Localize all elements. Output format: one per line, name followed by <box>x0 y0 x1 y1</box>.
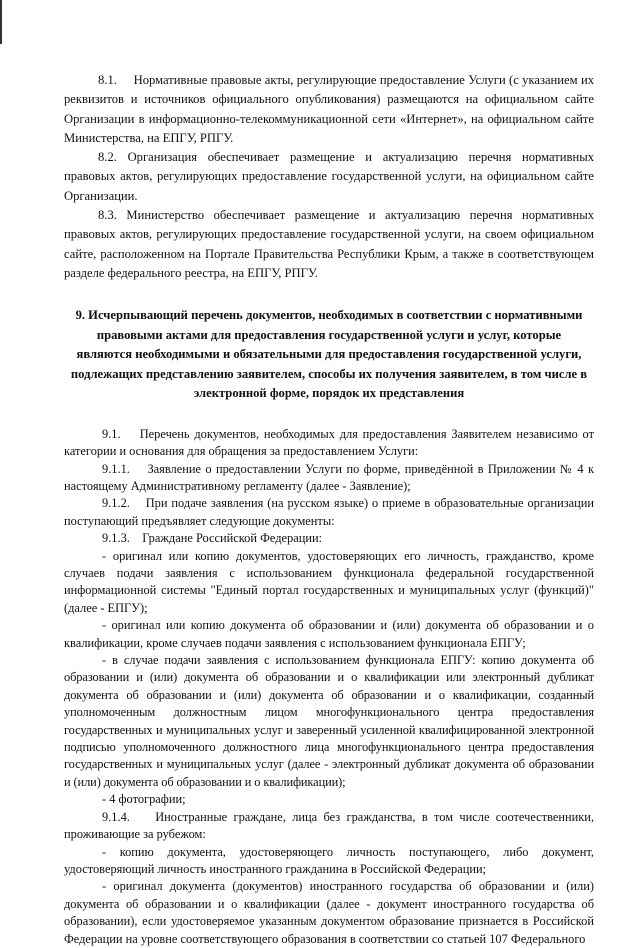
paragraph-9-1-3: 9.1.3. Граждане Российской Федерации: <box>102 531 323 546</box>
list-item-foreign-identity: - копию документа, удостоверяющего личность поступающего, либо документ, удостоверяющий личность иностранного гражданина в Российской Федерации; <box>64 844 594 876</box>
list-item-photos: - 4 фотографии; <box>102 792 186 807</box>
scan-edge-mark <box>0 0 2 44</box>
paragraph-9-1-1: 9.1.1. Заявление о предоставлении Услуги по форме, приведённой в Приложении № 4 к настоящему Административному регламенту (далее - Заявление); <box>64 461 594 493</box>
section-9-heading: 9. Исчерпывающий перечень документов, необходимых в соответствии с нормативными правовыми актами для предоставления государственной услуги и услуг, которые являются необходимыми и обязательными для предоставления государственной услуги, подлежащих представлению заявителем, способы их получения заявителем, в том числе в электронной форме, порядок их представления <box>70 308 588 401</box>
paragraph-9-1-4: 9.1.4. Иностранные граждане, лица без гражданства, в том числе соотечественники, проживающие за рубежом: <box>64 809 594 842</box>
list-item-identity-docs: - оригинал или копию документов, удостоверяющих его личность, гражданство, кроме случаев подачи заявления с использованием функционала федеральной государственной информационной системы "Единый портал государственных и муниципальных услуг (функций)" (далее - ЕПГУ); <box>64 548 594 615</box>
list-item-education-docs: - оригинал или копию документа об образовании и (или) документа об образовании и о квалификации, кроме случаев подачи заявления с использованием функционала ЕПГУ; <box>64 618 594 650</box>
paragraph-8-2: 8.2. Организация обеспечивает размещение и актуализацию перечня нормативных правовых актов, регулирующих предоставление государственной услуги, на официальном сайте Организации. <box>64 150 594 203</box>
document-page <box>64 71 594 948</box>
section-9 <box>64 426 594 948</box>
section-8 <box>64 71 594 283</box>
paragraph-8-1: 8.1. Нормативные правовые акты, регулирующие предоставление Услуги (с указанием их реквизитов и источников официального опубликования) размещаются на официальном сайте Организации в информационно-телекоммуникационной сети «Интернет», на официальном сайте Министерства, на ЕПГУ, РПГУ. <box>64 73 594 145</box>
paragraph-9-1-2: 9.1.2. При подаче заявления (на русском языке) о приеме в образовательные организации поступающий предъявляет следующие документы: <box>64 496 594 528</box>
paragraph-9-1: 9.1. Перечень документов, необходимых для предоставления Заявителем независимо от категории и основания для обращения за предоставлением Услуги: <box>64 426 594 459</box>
list-item-foreign-education: - оригинал документа (документов) иностранного государства об образовании и (или) документа об образовании и о квалификации (далее - документ иностранного государства об образовании), если удостоверяемое указанным документом образование признается в Российской Федерации на уровне соответствующего образования в соответствии со статьей 107 Федерального <box>64 879 594 946</box>
list-item-epgu-copy: - в случае подачи заявления с использованием функционала ЕПГУ: копию документа об образовании и (или) документа об образовании и о квалификации или электронный дубликат документа об образовании и (или) документа об образовании и о квалификации, созданный уполномоченным должностным лицом многофункционального центра предоставления государственных и муниципальных услуг и заверенный усиленной квалифицированной электронной подписью уполномоченного должностного лица многофункционального центра предоставления государственных и муниципальных услуг (далее - электронный дубликат документа об образовании и (или) документа об образовании и о квалификации); <box>64 653 594 789</box>
paragraph-8-3: 8.3. Министерство обеспечивает размещение и актуализацию перечня нормативных правовых актов, регулирующих предоставление государственной услуги, на своем официальном сайте, расположенном на Портале Правительства Республики Крым, а также в соответствующем разделе федерального реестра, на ЕПГУ, РПГУ. <box>64 208 594 280</box>
